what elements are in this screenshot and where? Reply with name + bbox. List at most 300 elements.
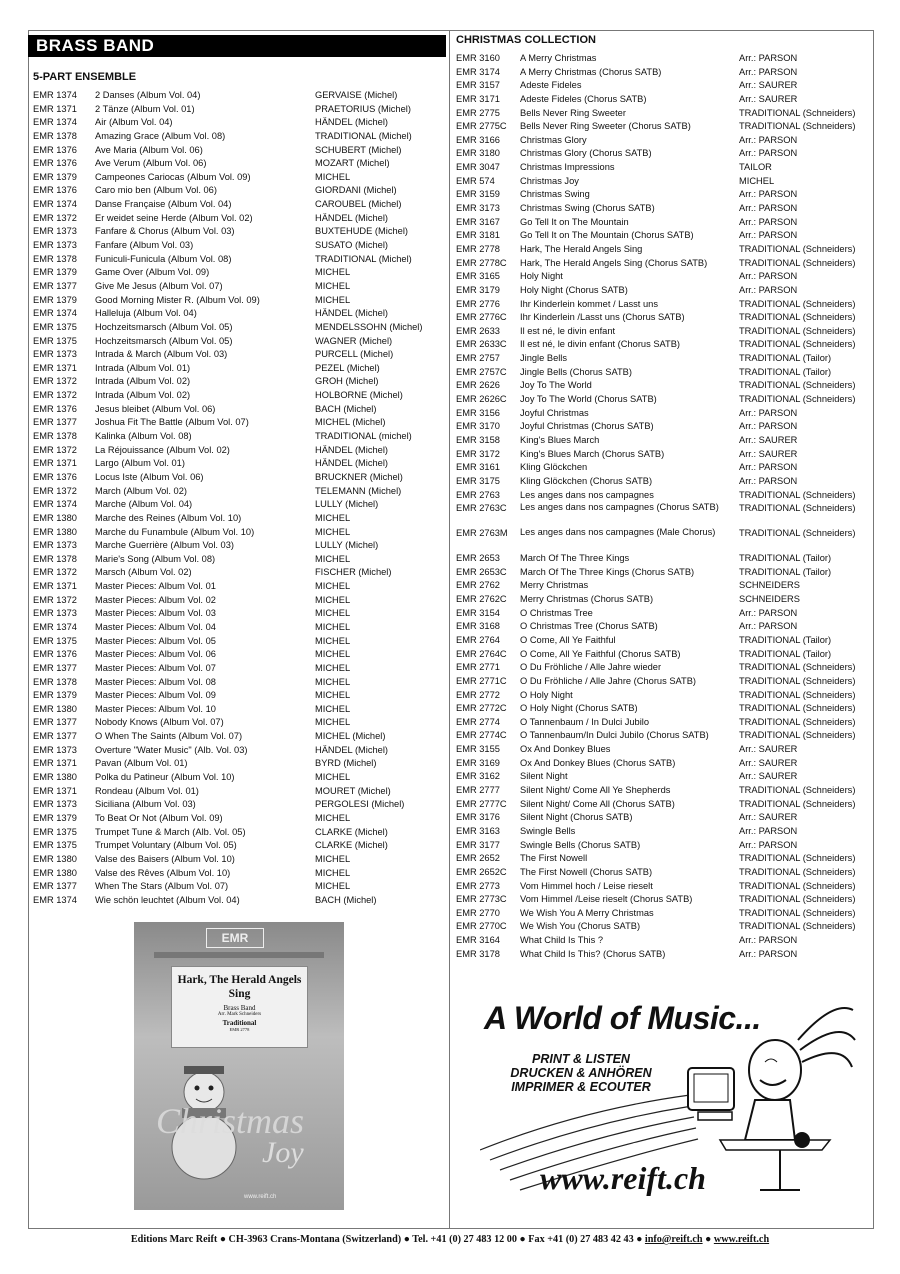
item-title: O Du Fröhliche / Alle Jahre (Chorus SATB) (520, 675, 697, 686)
item-composer: TRADITIONAL (Tailor) (739, 353, 832, 364)
catalog-row (33, 853, 445, 867)
catalog-row (456, 675, 870, 689)
item-code: EMR 1372 (33, 212, 77, 223)
catalog-row (33, 485, 445, 499)
item-title: Silent Night/ Come All (Chorus SATB) (520, 798, 675, 809)
item-code: EMR 1374 (33, 308, 77, 319)
item-title: Campeones Cariocas (Album Vol. 09) (95, 171, 251, 182)
item-composer: Arr.: PARSON (739, 66, 798, 77)
catalog-row (456, 270, 870, 284)
item-code: EMR 3156 (456, 407, 500, 418)
item-composer: Arr.: PARSON (739, 284, 798, 295)
item-title: A Merry Christmas (520, 53, 597, 63)
item-composer: PEZEL (Michel) (315, 362, 380, 373)
item-code: EMR 3174 (456, 66, 500, 77)
item-title: Holy Night (520, 271, 563, 282)
promo-url[interactable]: www.reift.ch (540, 1160, 706, 1196)
item-composer: MICHEL (315, 853, 351, 864)
item-composer: LULLY (Michel) (315, 540, 379, 551)
catalog-row (456, 648, 870, 662)
catalog-row (33, 416, 445, 430)
catalog-row (33, 430, 445, 444)
item-composer: Arr.: PARSON (739, 948, 798, 959)
item-code: EMR 1375 (33, 335, 77, 346)
item-code: EMR 2776 (456, 298, 500, 309)
item-title: Ave Verum (Album Vol. 06) (95, 158, 207, 169)
catalog-row (456, 257, 870, 271)
item-composer: SCHNEIDERS (739, 580, 800, 591)
item-composer: TRADITIONAL (michel) (315, 431, 412, 442)
item-code: EMR 2772C (456, 703, 507, 714)
item-title: Valse des Baisers (Album Vol. 10) (95, 853, 235, 864)
item-composer: MICHEL (315, 690, 351, 701)
item-title: Il est né, le divin enfant (520, 325, 616, 336)
item-code: EMR 2764C (456, 648, 507, 659)
catalog-row (456, 852, 870, 866)
catalog-row (456, 593, 870, 607)
catalog-row (456, 202, 870, 216)
item-title: O When The Saints (Album Vol. 07) (95, 731, 243, 742)
catalog-row (456, 379, 870, 393)
item-composer: TRADITIONAL (Schneiders) (739, 243, 856, 254)
catalog-row (456, 729, 870, 743)
item-title: Intrada & March (Album Vol. 03) (95, 349, 228, 360)
item-title: Game Over (Album Vol. 09) (95, 267, 210, 278)
item-code: EMR 2772 (456, 689, 500, 700)
item-composer: Arr.: SAURER (739, 744, 798, 755)
item-code: EMR 2763M (456, 528, 508, 539)
item-composer: TRADITIONAL (Schneiders) (739, 325, 856, 336)
item-composer: MICHEL (315, 717, 351, 728)
catalog-row (33, 307, 445, 321)
item-code: EMR 1372 (33, 485, 77, 496)
catalog-row (456, 880, 870, 894)
item-title: Joy To The World (520, 380, 592, 391)
catalog-row (456, 407, 870, 421)
catalog-row (33, 812, 445, 826)
catalog-row (456, 948, 870, 962)
item-code: EMR 1379 (33, 294, 77, 305)
catalog-row (456, 716, 870, 730)
catalog-row (456, 420, 870, 434)
item-code: EMR 1376 (33, 158, 77, 169)
footer-tel: Tel. +41 (0) 27 483 12 00 (412, 1234, 517, 1245)
item-code: EMR 2775 (456, 107, 500, 118)
item-code: EMR 2626C (456, 394, 507, 405)
item-title: Adeste Fideles (Chorus SATB) (520, 93, 647, 104)
item-code: EMR 1375 (33, 321, 77, 332)
catalog-row (456, 161, 870, 175)
catalog-row (456, 893, 870, 907)
catalog-row (33, 689, 445, 703)
item-code: EMR 1374 (33, 894, 77, 905)
item-composer: Arr.: SAURER (739, 757, 798, 768)
catalog-row (33, 757, 445, 771)
item-composer: MICHEL (315, 608, 351, 619)
item-title: Vom Himmel hoch / Leise rieselt (520, 880, 653, 891)
item-composer: TRADITIONAL (Schneiders) (739, 894, 856, 905)
promo-line-imprimer: IMPRIMER & ECOUTER (511, 1080, 651, 1094)
catalog-row (33, 580, 445, 594)
catalog-row (456, 475, 870, 489)
item-code: EMR 3160 (456, 53, 500, 63)
item-title: Fanfare (Album Vol. 03) (95, 240, 194, 251)
item-composer: Arr.: PARSON (739, 421, 798, 432)
item-composer: Arr.: PARSON (739, 148, 798, 159)
catalog-row (456, 461, 870, 475)
item-composer: HÄNDEL (Michel) (315, 458, 389, 469)
item-code: EMR 3161 (456, 462, 500, 473)
item-title: Swingle Bells (520, 825, 576, 836)
item-composer: TRADITIONAL (Schneiders) (739, 798, 856, 809)
item-composer: BUXTEHUDE (Michel) (315, 226, 408, 237)
item-code: EMR 1378 (33, 130, 77, 141)
item-composer: Arr.: PARSON (739, 134, 798, 145)
catalog-row (456, 620, 870, 634)
item-title: King's Blues March (Chorus SATB) (520, 448, 665, 459)
catalog-row (33, 566, 445, 580)
catalog-row (33, 867, 445, 881)
cover-arranger: Arr. Mark Schneiders (217, 1012, 262, 1017)
item-code: EMR 1374 (33, 90, 77, 100)
item-code: EMR 1380 (33, 853, 77, 864)
item-composer: Arr.: SAURER (739, 434, 798, 445)
item-code: EMR 1371 (33, 362, 77, 373)
item-code: EMR 1376 (33, 144, 77, 155)
item-code: EMR 1377 (33, 717, 77, 728)
item-code: EMR 1380 (33, 512, 77, 523)
item-composer: FISCHER (Michel) (315, 567, 392, 578)
cover-image (134, 922, 344, 1210)
item-code: EMR 1376 (33, 403, 77, 414)
item-title: Jesus bleibet (Album Vol. 06) (95, 403, 216, 414)
item-title: Hark, The Herald Angels Sing (520, 243, 643, 254)
catalog-row (456, 527, 870, 552)
item-code: EMR 1377 (33, 417, 77, 428)
promo-block (480, 1000, 860, 1210)
right-heading: CHRISTMAS COLLECTION (456, 34, 596, 46)
promo-line-drucken: DRUCKEN & ANHÖREN (510, 1066, 652, 1080)
item-code: EMR 3154 (456, 607, 500, 618)
item-title: Les anges dans nos campagnes (520, 489, 654, 500)
item-composer: TRADITIONAL (Schneiders) (739, 853, 856, 864)
item-composer: Arr.: SAURER (739, 812, 798, 823)
item-code: EMR 1374 (33, 199, 77, 210)
item-title: Master Pieces: Album Vol. 09 (95, 690, 216, 701)
item-composer: Arr.: PARSON (739, 271, 798, 282)
catalog-row (33, 225, 445, 239)
item-code: EMR 1371 (33, 758, 77, 769)
item-title: Go Tell It on The Mountain (520, 216, 629, 227)
item-code: EMR 1371 (33, 785, 77, 796)
item-code: EMR 1373 (33, 349, 77, 360)
item-composer: Arr.: PARSON (739, 621, 798, 632)
catalog-row (456, 784, 870, 798)
catalog-row (33, 880, 445, 894)
item-code: EMR 2778C (456, 257, 507, 268)
item-composer: MICHEL (Michel) (315, 417, 386, 428)
item-title: Danse Française (Album Vol. 04) (95, 199, 232, 210)
item-code: EMR 3155 (456, 744, 500, 755)
item-composer: CAROUBEL (Michel) (315, 199, 402, 210)
catalog-row (33, 444, 445, 458)
left-heading: 5-PART ENSEMBLE (33, 71, 137, 83)
catalog-row (456, 448, 870, 462)
item-composer: TRADITIONAL (Schneiders) (739, 880, 856, 891)
item-title: Merry Christmas (Chorus SATB) (520, 594, 654, 605)
item-code: EMR 3177 (456, 839, 500, 850)
item-composer: PRAETORIUS (Michel) (315, 103, 411, 114)
item-code: EMR 2653 (456, 553, 500, 564)
catalog-row (456, 757, 870, 771)
item-code: EMR 3162 (456, 771, 500, 782)
item-title: Swingle Bells (Chorus SATB) (520, 839, 641, 850)
catalog-row (33, 266, 445, 280)
item-title: To Beat Or Not (Album Vol. 09) (95, 812, 223, 823)
item-title: O Holy Night (520, 689, 573, 700)
item-title: 2 Danses (Album Vol. 04) (95, 90, 201, 100)
item-title: King's Blues March (520, 434, 600, 445)
catalog-row (33, 157, 445, 171)
item-title: Joyful Christmas (Chorus SATB) (520, 421, 654, 432)
item-composer: MICHEL (315, 662, 351, 673)
cover-title-card (171, 966, 308, 1048)
catalog-row (456, 120, 870, 134)
item-composer: Arr.: PARSON (739, 216, 798, 227)
item-composer: Arr.: PARSON (739, 53, 798, 63)
item-code: EMR 1371 (33, 581, 77, 592)
item-composer: BYRD (Michel) (315, 758, 377, 769)
item-title: Joy To The World (Chorus SATB) (520, 394, 657, 405)
item-composer: PURCELL (Michel) (315, 349, 394, 360)
item-composer: MICHEL (315, 635, 351, 646)
item-title: Les anges dans nos campagnes (Chorus SATB) (520, 502, 719, 513)
item-code: EMR 2757C (456, 366, 507, 377)
catalog-row (33, 294, 445, 308)
catalog-row (456, 188, 870, 202)
catalog-row (456, 284, 870, 298)
item-composer: LULLY (Michel) (315, 499, 379, 510)
catalog-row (33, 539, 445, 553)
item-title: Adeste Fideles (520, 80, 582, 91)
item-composer: TRADITIONAL (Schneiders) (739, 675, 856, 686)
item-composer: MOZART (Michel) (315, 158, 390, 169)
item-composer: MICHEL (315, 703, 351, 714)
item-code: EMR 1378 (33, 431, 77, 442)
catalog-row (456, 489, 870, 503)
footer-email[interactable]: info@reift.ch (644, 1234, 703, 1245)
item-code: EMR 1374 (33, 117, 77, 128)
item-composer: GROH (Michel) (315, 376, 379, 387)
item-code: EMR 3172 (456, 448, 500, 459)
catalog-row (456, 147, 870, 161)
catalog-row (456, 434, 870, 448)
item-title: Silent Night (Chorus SATB) (520, 812, 633, 823)
item-composer: Arr.: PARSON (739, 935, 798, 946)
item-title: O Tannenbaum/In Dulci Jubilo (Chorus SATB) (520, 730, 709, 741)
catalog-row (33, 512, 445, 526)
item-title: Christmas Swing (520, 189, 590, 200)
item-title: Kling Glöckchen (520, 462, 588, 473)
item-composer: Arr.: SAURER (739, 80, 798, 91)
item-title: Largo (Album Vol. 01) (95, 458, 185, 469)
item-composer: MICHEL (315, 267, 351, 278)
item-title: Ihr Kinderlein /Lasst uns (Chorus SATB) (520, 312, 685, 323)
item-composer: MICHEL (315, 526, 351, 537)
item-title: Marsch (Album Vol. 02) (95, 567, 192, 578)
catalog-row (33, 198, 445, 212)
item-code: EMR 1373 (33, 540, 77, 551)
item-code: EMR 3173 (456, 203, 500, 214)
item-code: EMR 3169 (456, 757, 500, 768)
item-title: O Christmas Tree (Chorus SATB) (520, 621, 658, 632)
catalog-row (456, 552, 870, 566)
catalog-row (33, 798, 445, 812)
item-code: EMR 1379 (33, 267, 77, 278)
item-title: Trumpet Voluntary (Album Vol. 05) (95, 840, 237, 851)
item-title: Ave Maria (Album Vol. 06) (95, 144, 203, 155)
item-composer: TRADITIONAL (Schneiders) (739, 716, 856, 727)
item-title: Intrada (Album Vol. 01) (95, 362, 191, 373)
item-code: EMR 1374 (33, 621, 77, 632)
catalog-row (456, 825, 870, 839)
column-divider (449, 30, 450, 1228)
cover-composer: Traditional (222, 1019, 257, 1027)
item-composer: TRADITIONAL (Schneiders) (739, 703, 856, 714)
catalog-row (33, 621, 445, 635)
item-code: EMR 574 (456, 175, 495, 186)
catalog-row (33, 826, 445, 840)
item-code: EMR 3168 (456, 621, 500, 632)
cover-title: Hark, The Herald Angels Sing (177, 974, 302, 1000)
catalog-row (33, 253, 445, 267)
item-code: EMR 2774 (456, 716, 500, 727)
item-code: EMR 3181 (456, 230, 500, 241)
item-title: March Of The Three Kings (Chorus SATB) (520, 566, 695, 577)
catalog-row (456, 66, 870, 80)
catalog-row (456, 311, 870, 325)
item-title: Caro mio ben (Album Vol. 06) (95, 185, 217, 196)
item-composer: MICHEL (315, 512, 351, 523)
item-title: O Holy Night (Chorus SATB) (520, 703, 638, 714)
item-title: Halleluja (Album Vol. 04) (95, 308, 197, 319)
item-code: EMR 1380 (33, 867, 77, 878)
catalog-row (456, 689, 870, 703)
catalog-row (33, 130, 445, 144)
item-code: EMR 2771C (456, 675, 507, 686)
item-composer: Arr.: PARSON (739, 839, 798, 850)
item-code: EMR 1377 (33, 662, 77, 673)
item-code: EMR 1379 (33, 812, 77, 823)
item-code: EMR 3158 (456, 434, 500, 445)
item-composer: TRADITIONAL (Schneiders) (739, 257, 856, 268)
item-code: EMR 1380 (33, 772, 77, 783)
item-composer: TRADITIONAL (Schneiders) (739, 907, 856, 918)
item-title: Ihr Kinderlein kommet / Lasst uns (520, 298, 658, 309)
catalog-row (33, 89, 445, 103)
item-composer: MICHEL (Michel) (315, 731, 386, 742)
item-composer: TAILOR (739, 162, 772, 173)
catalog-row (456, 107, 870, 121)
item-code: EMR 2764 (456, 634, 500, 645)
item-code: EMR 3180 (456, 148, 500, 159)
item-code: EMR 1373 (33, 608, 77, 619)
item-title: O Christmas Tree (520, 607, 593, 618)
band-title: BRASS BAND (36, 36, 155, 55)
item-code: EMR 3165 (456, 271, 500, 282)
item-title: O Du Fröhliche / Alle Jahre wieder (520, 662, 662, 673)
item-composer: TRADITIONAL (Schneiders) (739, 107, 856, 118)
catalog-row (456, 607, 870, 621)
cover-band (154, 952, 324, 958)
item-title: Master Pieces: Album Vol. 01 (95, 581, 216, 592)
item-composer: TRADITIONAL (Schneiders) (739, 503, 856, 514)
item-composer: MICHEL (315, 676, 351, 687)
item-composer: MICHEL (315, 594, 351, 605)
footer-company: Editions Marc Reift (130, 1234, 218, 1245)
item-code: EMR 1372 (33, 594, 77, 605)
catalog-row (33, 362, 445, 376)
item-title: Merry Christmas (520, 580, 589, 591)
catalog-row (33, 894, 445, 908)
catalog-row (456, 566, 870, 580)
item-title: Jingle Bells (520, 353, 568, 364)
item-title: Marche du Funambule (Album Vol. 10) (95, 526, 255, 537)
catalog-row (33, 553, 445, 567)
footer-web[interactable]: www.reift.ch (713, 1234, 770, 1245)
item-code: EMR 3171 (456, 93, 500, 104)
catalog-row (33, 635, 445, 649)
item-title: When The Stars (Album Vol. 07) (95, 881, 229, 892)
item-composer: PERGOLESI (Michel) (315, 799, 405, 810)
catalog-row (456, 866, 870, 880)
item-code: EMR 3170 (456, 421, 500, 432)
item-composer: BACH (Michel) (315, 403, 377, 414)
item-code: EMR 2770C (456, 921, 507, 932)
catalog-row (33, 239, 445, 253)
item-composer: CLARKE (Michel) (315, 826, 388, 837)
catalog-row (33, 375, 445, 389)
item-composer: TRADITIONAL (Schneiders) (739, 528, 856, 539)
catalog-row (456, 52, 870, 66)
item-code: EMR 1373 (33, 226, 77, 237)
item-code: EMR 1376 (33, 471, 77, 482)
item-composer: TRADITIONAL (Schneiders) (739, 312, 856, 323)
cover-script-joy: Joy (262, 1136, 304, 1169)
item-code: EMR 2776C (456, 312, 507, 323)
item-code: EMR 2762C (456, 594, 507, 605)
item-code: EMR 1377 (33, 881, 77, 892)
item-title: Master Pieces: Album Vol. 10 (95, 703, 216, 714)
item-code: EMR 2771 (456, 662, 500, 673)
catalog-row (456, 702, 870, 716)
item-code: EMR 2777 (456, 785, 500, 796)
item-code: EMR 2633 (456, 325, 500, 336)
catalog-row (456, 134, 870, 148)
item-code: EMR 1375 (33, 840, 77, 851)
catalog-row (33, 594, 445, 608)
catalog-row (33, 771, 445, 785)
item-composer: TRADITIONAL (Schneiders) (739, 489, 856, 500)
item-code: EMR 2778 (456, 243, 500, 254)
item-title: Marche des Reines (Album Vol. 10) (95, 512, 242, 523)
item-code: EMR 3157 (456, 80, 500, 91)
item-composer: Arr.: PARSON (739, 230, 798, 241)
item-code: EMR 1371 (33, 103, 77, 114)
catalog-row (456, 743, 870, 757)
item-title: Give Me Jesus (Album Vol. 07) (95, 280, 223, 291)
item-composer: MICHEL (315, 649, 351, 660)
